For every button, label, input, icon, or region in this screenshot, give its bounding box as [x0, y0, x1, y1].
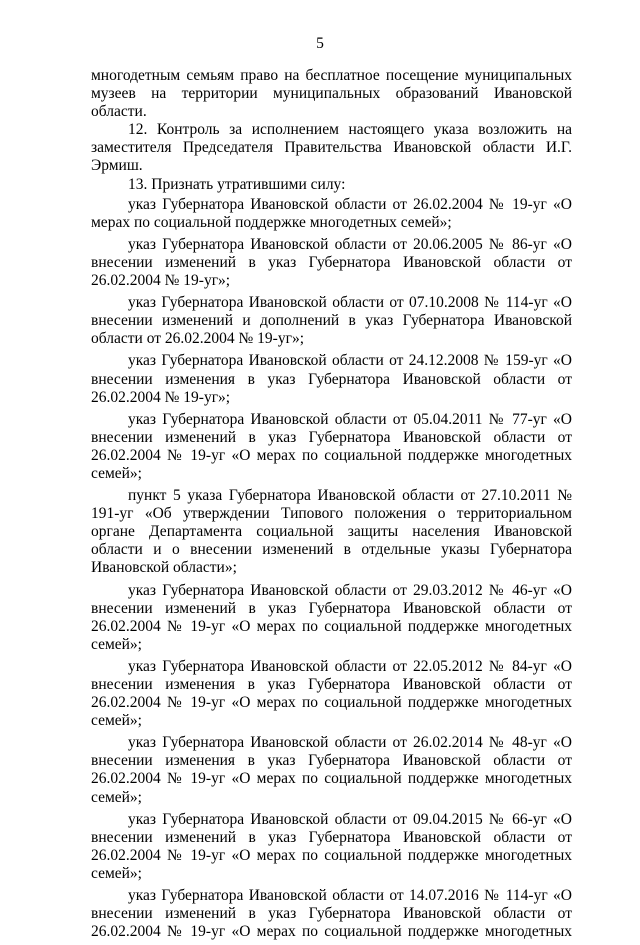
repealed-decree-item: указ Губернатора Ивановской области от 29.03.2012 № 46-уг «О внесении изменений в указ Губернатора Ивановской области от 26.02.2004 № 19-уг «О мерах по социальной поддержке многодетных семей»; [91, 581, 572, 653]
repealed-decree-item: пункт 5 указа Губернатора Ивановской области от 27.10.2011 № 191-уг «Об утверждении Типового положения о территориальном органе Департамента социальной защиты населения Ивановской области и о внесении изменений в отдельные указы Губернатора Ивановской области»; [91, 487, 572, 577]
repealed-decree-item: указ Губернатора Ивановской области от 07.10.2008 № 114-уг «О внесении изменений и дополнений в указ Губернатора Ивановской области от 26.02.2004 № 19-уг»; [91, 294, 572, 348]
page-number: 5 [316, 35, 324, 52]
repealed-decree-item: указ Губернатора Ивановской области от 09.04.2015 № 66-уг «О внесении изменений в указ Губернатора Ивановской области от 26.02.2004 № 19-уг «О мерах по социальной поддержке многодетных семей»; [91, 810, 572, 882]
paragraph-12: 12. Контроль за исполнением настоящего указа возложить на заместителя Председателя Правительства Ивановской области И.Г. Эрмиш. [91, 121, 572, 175]
repealed-decree-item: указ Губернатора Ивановской области от 26.02.2014 № 48-уг «О внесении изменения в указ Губернатора Ивановской области от 26.02.2004 № 19-уг «О мерах по социальной поддержке многодетных семей»; [91, 734, 572, 806]
paragraph-13: 13. Признать утратившими силу: [128, 175, 346, 193]
repealed-decrees-list [91, 196, 572, 942]
repealed-decree-item: указ Губернатора Ивановской области от 24.12.2008 № 159-уг «О внесении изменения в указ Губернатора Ивановской области от 26.02.2004 № 19-уг»; [91, 352, 572, 406]
repealed-decree-item: указ Губернатора Ивановской области от 26.02.2004 № 19-уг «О мерах по социальной поддержке многодетных семей»; [91, 195, 572, 231]
repealed-decree-item: указ Губернатора Ивановской области от 20.06.2005 № 86-уг «О внесении изменений в указ Губернатора Ивановской области от 26.02.2004 № 19-уг»; [91, 235, 572, 290]
document-body [91, 67, 572, 945]
repealed-decree-item: указ Губернатора Ивановской области от 14.07.2016 № 114-уг «О внесении изменений в указ Губернатора Ивановской области от 26.02.2004 № 19-уг «О мерах по социальной поддержке многодетных [91, 887, 572, 941]
repealed-decree-item: указ Губернатора Ивановской области от 22.05.2012 № 84-уг «О внесении изменения в указ Губернатора Ивановской области от 26.02.2004 № 19-уг «О мерах по социальной поддержке многодетных семей»; [91, 657, 572, 730]
repealed-decree-item: указ Губернатора Ивановской области от 05.04.2011 № 77-уг «О внесении изменений в указ Губернатора Ивановской области от 26.02.2004 № 19-уг «О мерах по социальной поддержке многодетных семей»; [91, 410, 572, 482]
paragraph-continuation: многодетным семьям право на бесплатное посещение муниципальных музеев на территории муниципальных образований Ивановской области. [91, 67, 572, 121]
